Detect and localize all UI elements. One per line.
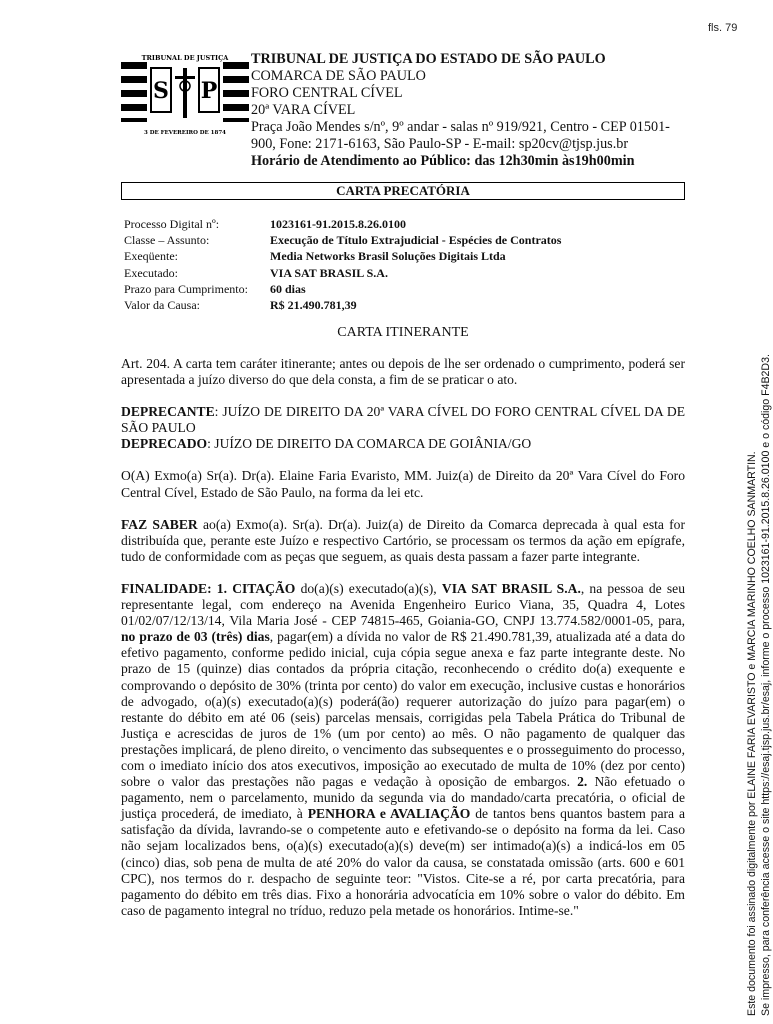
page-number: fls. 79	[708, 22, 738, 34]
info-value: 60 dias	[270, 281, 306, 296]
finalidade-label: FINALIDADE: 1. CITAÇÃO	[121, 580, 296, 596]
finalidade-paragraph	[121, 581, 685, 919]
info-value: R$ 21.490.781,39	[270, 298, 357, 313]
court-name: TRIBUNAL DE JUSTIÇA DO ESTADO DE SÃO PAULO	[251, 51, 606, 67]
executado-name: VIA SAT BRASIL S.A.	[441, 580, 581, 596]
process-info	[124, 216, 684, 313]
finalidade-text-5: de tantos bens quantos bastem para a satisfação da dívida, lavrando-se o competente auto e efetivando-se o depósito na forma da lei. Caso não sejam localizados bens, o(a)(s) executado(a)(s) deve(m) ser intimado(a)(s) a indicá-los em 05 (cinco) dias, sob pena de multa de até 20% do valor da causa, se constatada omissão (arts. 600 e 601 CPC), nos termos do r. despacho de seguinte teor: "Vistos. Cite-se a ré, por carta precatória, para pagamento do débito em três dias. Fixo a honorária advocatícia em 10% sobre o valor do débito. Em caso de pagamento integral no tríduo, reduzo pela metade os honorários. Intime-se."	[121, 806, 685, 918]
faz-saber-label: FAZ SABER	[121, 516, 198, 532]
prazo-text: no prazo de 03 (três) dias	[121, 629, 270, 645]
document-title: CARTA PRECATÓRIA	[121, 182, 685, 200]
info-row	[124, 297, 684, 313]
signature-line: Este documento foi assinado digitalmente por ELAINE FARIA EVARISTO e MARCIA MARINHO COELHO SANMARTIN.	[746, 451, 758, 1016]
info-row	[124, 248, 684, 264]
logo-letter-s: S	[153, 78, 169, 104]
info-label: Prazo para Cumprimento:	[124, 281, 248, 296]
info-label: Exeqüente:	[124, 249, 178, 264]
info-value: Media Networks Brasil Soluções Digitais Ltda	[270, 249, 506, 264]
deprecado-label: DEPRECADO	[121, 436, 208, 452]
finalidade-text-3: , pagar(em) a dívida no valor de R$ 21.490.781,39, atualizada até a data do efetivo pagamento, conforme pedido inicial, cuja cópia segue anexa e faz parte integrante deste. No prazo de 15 (quinze) dias contados da própria citação, reconhecendo o crédito do(a) exequente e comprovando o depósito de 30% (trinta por cento) do valor em execução, inclusive custas e honorários de advogado, o(a)(s) executado(a)(s) poderá(ão) requerer autorização do juízo para pagar(em) o restante do débito em até 06 (seis) parcelas mensais, corrigidas pela Tabela Prática do Tribunal de Justiça e acrescidas de juros de 1% (um por cento) ao mês. O não pagamento de qualquer das prestações implicará, de pleno direito, o vencimento das subsequentes e o prosseguimento do processo, com o imediato início dos atos executivos, imposição ao executado de multa de 10% (dez por cento) sobre o valor das prestações não pagas e vedação à oposição de embargos.	[121, 629, 685, 790]
parties-paragraph	[121, 404, 685, 452]
faz-saber-paragraph	[121, 517, 685, 565]
logo-title: TRIBUNAL DE JUSTIÇA	[141, 54, 229, 62]
penhora-label: PENHORA e AVALIAÇÃO	[307, 806, 471, 822]
info-row	[124, 265, 684, 281]
logo-letter-p: P	[200, 78, 218, 104]
info-row	[124, 216, 684, 232]
deprecante-text: : JUÍZO DE DIREITO DA 20ª VARA CÍVEL DO FORO CENTRAL CÍVEL DA DE SÃO PAULO	[121, 404, 685, 436]
foro: FORO CENTRAL CÍVEL	[251, 85, 403, 101]
document-body	[121, 356, 685, 935]
info-label: Classe – Assunto:	[124, 233, 210, 248]
logo-date: 3 DE FEVEREIRO DE 1874	[144, 130, 226, 136]
deprecante-label: DEPRECANTE	[121, 404, 215, 420]
opening-hours: Horário de Atendimento ao Público: das 12h30min às19h00min	[251, 153, 635, 169]
court-logo	[121, 46, 249, 136]
court-header	[251, 51, 691, 170]
finalidade-text-1: do(a)(s) executado(a)(s),	[295, 580, 442, 596]
verification-line: Se impresso, para conferência acesse o site https://esaj.tjsp.jus.br/esaj, informe o processo 1023161-91.2015.8.26.0100 e o código F4B2D3.	[760, 354, 772, 1016]
info-row	[124, 232, 684, 248]
info-label: Valor da Causa:	[124, 298, 200, 313]
comarca: COMARCA DE SÃO PAULO	[251, 68, 426, 84]
judge-paragraph: O(A) Exmo(a) Sr(a). Dr(a). Elaine Faria Evaristo, MM. Juiz(a) de Direito da 20ª Vara Cível do Foro Central Cível, Estado de São Paulo, na forma da lei etc.	[121, 468, 685, 500]
info-label: Executado:	[124, 265, 178, 280]
info-value: 1023161-91.2015.8.26.0100	[270, 217, 406, 231]
art-204-paragraph: Art. 204. A carta tem caráter itinerante; antes ou depois de lhe ser ordenado o cumprimento, poderá ser apresentada a juízo diverso do que dela consta, a fim de se praticar o ato.	[121, 356, 685, 388]
deprecado-text: : JUÍZO DE DIREITO DA COMARCA DE GOIÂNIA/GO	[207, 436, 532, 452]
finalidade-text-2: , na pessoa de seu representante legal, com endereço na Avenida Engenheiro Eurico Viana, 35, Quadra 4, Lotes 01/02/07/12/13/14, Vila Maria José - CEP 74815-465, Goiania-GO, CNPJ 13.774.582/0001-05, para,	[121, 580, 685, 629]
digital-signature-note	[745, 326, 773, 1016]
info-label: Processo Digital nº:	[124, 217, 220, 231]
info-value: VIA SAT BRASIL S.A.	[270, 265, 388, 280]
item-2-number: 2.	[577, 774, 588, 790]
vara: 20ª VARA CÍVEL	[251, 102, 356, 118]
court-address: Praça João Mendes s/nº, 9º andar - salas nº 919/921, Centro - CEP 01501-900, Fone: 2171-6163, São Paulo-SP - E-mail: sp20cv@tjsp.jus.br	[251, 119, 670, 152]
info-value: Execução de Título Extrajudicial - Espécies de Contratos	[270, 233, 562, 248]
info-row	[124, 281, 684, 297]
faz-saber-text: ao(a) Exmo(a). Sr(a). Dr(a). Juiz(a) de Direito da Comarca deprecada à qual esta for distribuída que, perante este Juízo e respectivo Cartório, se processam os termos da ação em epígrafe, tudo de conformidade com as peças que seguem, as quais desta passam a fazer parte integrante.	[121, 516, 686, 564]
finalidade-text-4: Não efetuado o pagamento, nem o parcelamento, munido da segunda via do mandado/carta precatória, o oficial de justiça procederá, de imediato, à	[121, 774, 685, 822]
itinerante-title: CARTA ITINERANTE	[337, 325, 469, 340]
